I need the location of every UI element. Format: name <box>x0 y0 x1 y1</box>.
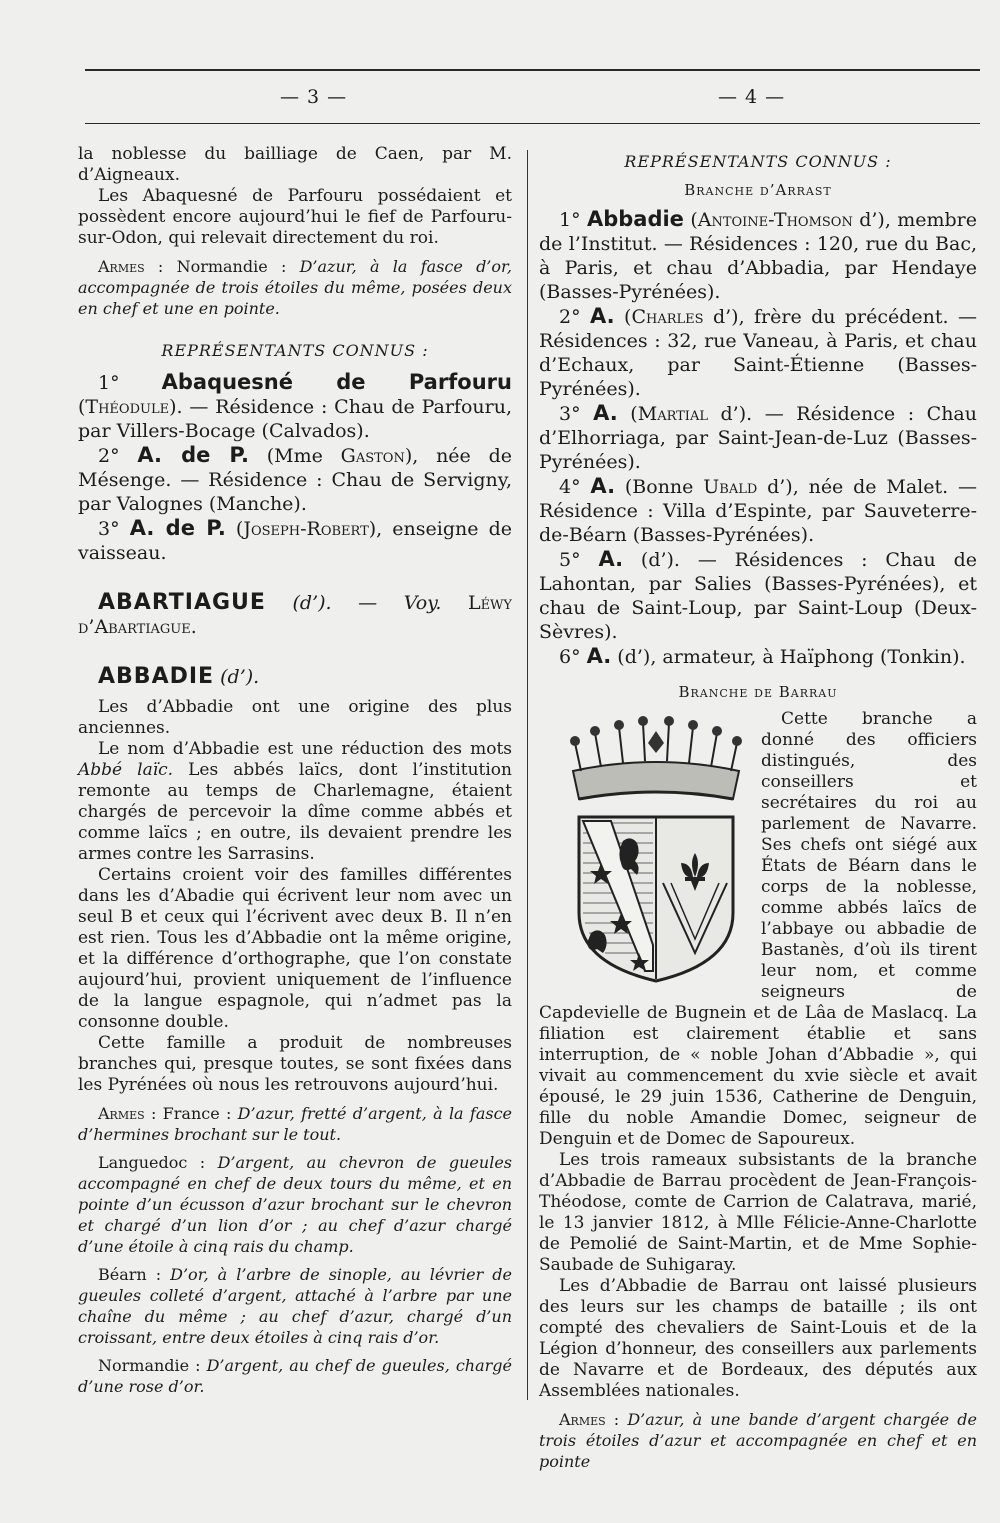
representative-entry: 1° Abaquesné de Parfouru (Théodule). — Résidence : Chau de Parfouru, par Villers-Bocage (Calvados). <box>78 370 512 442</box>
arms-france: Armes : France : D’azur, fretté d’argent, à la fasce d’hermines brochant sur le tout. <box>78 1104 512 1144</box>
representative-entry: 2° A. (Charles d’), frère du précédent. — Résidences : 32, rue Vaneau, à Paris, et chau d’Echaux, par Saint-Étienne (Basses-Pyrénées). <box>539 304 977 400</box>
coat-of-arms-icon <box>561 713 751 985</box>
arms-barrau: Armes : D’azur, à une bande d’argent chargée de trois étoiles d’azur et accompagnée en chef et en pointe <box>539 1410 977 1471</box>
representative-entry: 2° A. de P. (Mme Gaston), née de Mésenge. — Résidence : Chau de Servigny, par Valognes (Manche). <box>78 443 512 515</box>
section-header: REPRÉSENTANTS CONNUS : <box>624 152 892 171</box>
header-rule-bottom <box>85 123 980 124</box>
arms-bearn: Béarn : D’or, à l’arbre de sinople, au lévrier de gueules colleté d’argent, attaché à l’arbre par une chaîne du même ; au chef d’azur, chargé d’un croissant, entre deux étoiles à cinq rais d’or. <box>78 1265 512 1347</box>
arms-languedoc: Languedoc : D’argent, au chevron de gueules accompagné en chef de deux tours du même, et en pointe d’un écusson d’azur brochant sur le chevron et chargé d’un lion d’or ; au chef d’azur chargé d’une étoile à cinq rais du champ. <box>78 1153 512 1256</box>
branch-header-barrau: Branche de Barrau <box>678 683 838 701</box>
paragraph: Les Abaquesné de Parfouru possédaient et possèdent encore aujourd’hui le fief de Parfouru-sur-Odon, qui relevait directement du roi. <box>78 186 512 248</box>
entry-abartiague: ABARTIAGUE (d’). — Voy. Léwy d’Abartiague. <box>78 590 513 638</box>
paragraph: Les d’Abbadie de Barrau ont laissé plusieurs des leurs sur les champs de bataille ; ils ont compté des chevaliers de Saint-Louis et de la Légion d’honneur, des conseillers aux parlements de Navarre et de Bordeaux, des députés aux Assemblées nationales. <box>539 1276 977 1401</box>
right-column <box>539 144 977 1472</box>
arms-normandie: Armes : Normandie : D’azur, à la fasce d’or, accompagnée de trois étoiles du même, posées deux en chef et une en pointe. <box>78 257 512 318</box>
representative-entry: 3° A. de P. (Joseph-Robert), enseigne de vaisseau. <box>78 516 513 564</box>
paragraph: la noblesse du bailliage de Caen, par M. d’Aigneaux. <box>78 144 512 185</box>
page-number-right: — 4 — <box>718 86 786 108</box>
column-divider <box>527 150 528 1400</box>
page-number-left: — 3 — <box>280 86 348 108</box>
paragraph: Les d’Abbadie ont une origine des plus anciennes. <box>78 697 512 738</box>
branch-header-arrast: Branche d’Arrast <box>684 181 832 199</box>
header-rule-top <box>85 69 980 71</box>
paragraph: Cette famille a produit de nombreuses branches qui, presque toutes, se sont fixées dans les Pyrénées où nous les retrouvons aujourd’hui. <box>78 1033 512 1095</box>
paragraph: Certains croient voir des familles différentes dans les d’Abadie qui écrivent leur nom avec un seul B et ceux qui l’écrivent avec deux B. Il n’en est rien. Tous les d’Abbadie ont la même origine, et la différence d’orthographe, que l’on constate aujourd’hui, provient uniquement de l’influence de la langue espagnole, qui n’admet pas la consonne double. <box>78 865 512 1032</box>
representative-entry: 6° A. (d’), armateur, à Haïphong (Tonkin). <box>559 644 966 668</box>
paragraph: Cette branche a donné des officiers distingués, des conseillers et secrétaires du roi au parlement de Navarre. Ses chefs ont siégé aux États de Béarn dans le corps de la noblesse, comme abbés laïcs de l’abbaye ou abbadie de Bastanès, d’où ils tirent leur nom, et comme seigneurs de Capdevielle de Bugnein et de Lâa de Maslacq. La filiation est clairement établie et sans interruption, de « noble Johan d’Abbadie », qui vivait au commencement du xvie siècle et avait épousé, le 29 juin 1536, Catherine de Denguin, fille du noble Amandie Domec, seigneur de Denguin et de Domec de Sapoureux. <box>539 709 977 1149</box>
paragraph: Le nom d’Abbadie est une réduction des mots Abbé laïc. Les abbés laïcs, dont l’institution remonte au temps de Charlemagne, étaient chargés de percevoir la dîme comme abbés et comme laïcs ; en outre, ils devaient prendre les armes contre les Sarrasins. <box>78 739 512 864</box>
paragraph: Les trois rameaux subsistants de la branche d’Abbadie de Barrau procèdent de Jean-François-Théodose, comte de Carrion de Calatrava, marié, le 13 janvier 1812, à Mlle Félicie-Anne-Charlotte de Pemolié de Saint-Martin, et de Mme Sophie-Saubade de Suhigaray. <box>539 1150 977 1275</box>
left-column <box>78 144 512 1397</box>
arms-normandie-2: Normandie : D’argent, au chef de gueules, chargé d’une rose d’or. <box>78 1356 512 1396</box>
representative-entry: 4° A. (Bonne Ubald d’), née de Malet. — Résidence : Villa d’Espinte, par Sauveterre-de-Béarn (Basses-Pyrénées). <box>539 474 977 546</box>
entry-abbadie: ABBADIE (d’). <box>98 664 260 689</box>
representative-entry: 3° A. (Martial d’). — Résidence : Chau d’Elhorriaga, par Saint-Jean-de-Luz (Basses-Pyrénées). <box>539 401 978 473</box>
representative-entry: 1° Abbadie (Antoine-Thomson d’), membre de l’Institut. — Résidences : 120, rue du Bac, à Paris, et chau d’Abbadia, par Hendaye (Basses-Pyrénées). <box>539 207 977 303</box>
section-header: REPRÉSENTANTS CONNUS : <box>161 341 429 360</box>
barrau-section <box>539 709 977 1472</box>
representative-entry: 5° A. (d’). — Résidences : Chau de Lahontan, par Salies (Basses-Pyrénées), et chau de Saint-Loup, par Saint-Loup (Deux-Sèvres). <box>539 547 977 643</box>
